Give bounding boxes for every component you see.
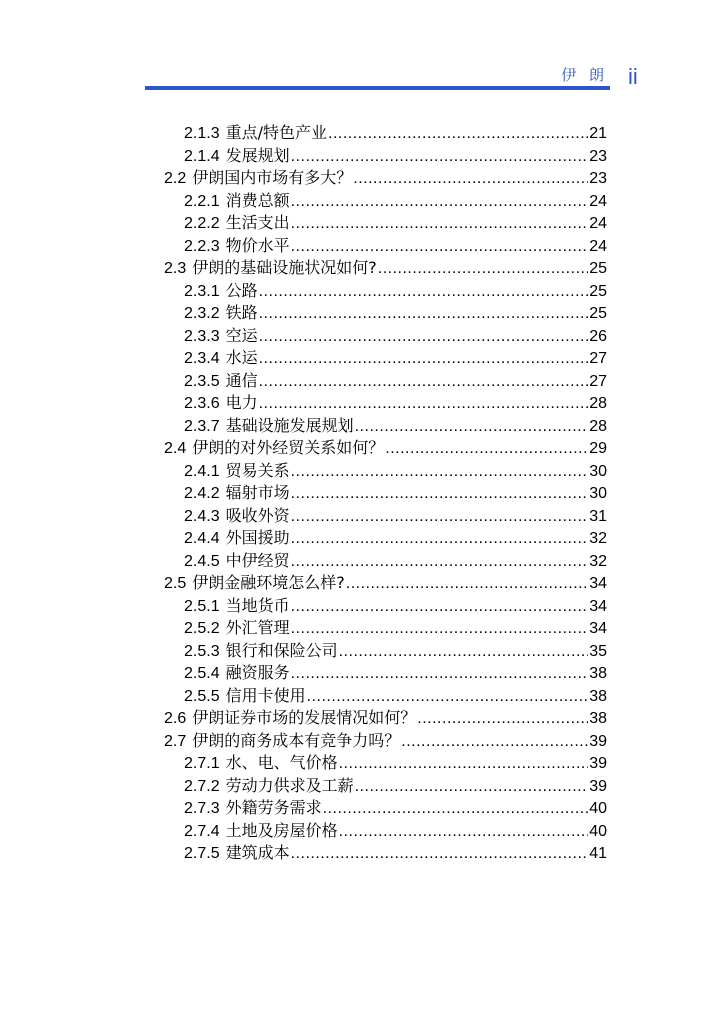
toc-entry[interactable] xyxy=(184,662,607,684)
toc-entry[interactable] xyxy=(184,145,607,167)
toc-dot-leader xyxy=(291,551,589,573)
toc-entry-title: 土地及房屋价格 xyxy=(225,820,338,840)
toc-entry-title: 中伊经贸 xyxy=(225,550,290,570)
toc-entry[interactable] xyxy=(184,595,607,617)
toc-entry-number: 2.2.3 xyxy=(184,237,220,255)
toc-entry-page: 28 xyxy=(589,417,607,435)
toc-entry[interactable] xyxy=(184,505,607,527)
toc-entry-title: 外国援助 xyxy=(225,528,290,547)
toc-entry[interactable] xyxy=(184,460,607,482)
toc-entry-title: 铁路 xyxy=(225,303,258,322)
toc-entry-number: 2.4.4 xyxy=(184,530,220,547)
toc-entry[interactable] xyxy=(184,527,607,549)
toc-entry-page: 21 xyxy=(589,125,607,142)
toc-entry-number: 2.2.2 xyxy=(184,215,220,232)
toc-entry-title: 吸收外资 xyxy=(225,505,290,525)
toc-dot-leader xyxy=(291,663,589,685)
toc-entry-title: 物价水平 xyxy=(225,235,290,255)
toc-entry-page: 38 xyxy=(589,687,607,705)
toc-entry-page: 38 xyxy=(589,665,607,682)
toc-entry-page: 24 xyxy=(589,192,607,210)
toc-entry-title: 伊朗国内市场有多大？ xyxy=(192,168,353,187)
toc-entry[interactable] xyxy=(184,775,607,797)
toc-dot-leader xyxy=(339,821,589,843)
toc-entry[interactable] xyxy=(184,617,607,639)
toc-entry-page: 25 xyxy=(589,282,607,300)
toc-entry[interactable] xyxy=(164,257,607,279)
toc-entry-number: 2.5.4 xyxy=(184,665,220,682)
toc-entry-page: 26 xyxy=(589,327,607,345)
toc-dot-leader xyxy=(339,641,589,663)
toc-entry-title: 伊朗的基础设施状况如何? xyxy=(192,258,377,277)
toc-entry-page: 39 xyxy=(589,755,607,772)
toc-entry-title: 伊朗的商务成本有竞争力吗？ xyxy=(192,730,401,750)
toc-entry-page: 35 xyxy=(589,642,607,660)
toc-entry-number: 2.3.4 xyxy=(184,350,220,367)
toc-entry[interactable] xyxy=(164,437,607,459)
toc-entry-title: 空运 xyxy=(225,325,258,345)
toc-entry-title: 外汇管理 xyxy=(225,618,290,637)
toc-entry-number: 2.3.1 xyxy=(184,282,220,300)
toc-entry-title: 外籍劳务需求 xyxy=(225,798,322,817)
toc-entry-number: 2.7.3 xyxy=(184,800,220,817)
toc-entry[interactable] xyxy=(184,392,607,414)
toc-entry-number: 2.1.3 xyxy=(184,125,220,142)
toc-dot-leader xyxy=(291,461,589,483)
toc-entry-page: 25 xyxy=(589,305,607,322)
toc-entry-title: 公路 xyxy=(225,280,258,300)
toc-entry-title: 水、电、气价格 xyxy=(225,753,338,772)
toc-entry-page: 40 xyxy=(589,822,607,840)
toc-entry-page: 30 xyxy=(589,485,607,502)
toc-dot-leader xyxy=(259,348,589,370)
toc-entry[interactable] xyxy=(164,707,607,729)
toc-entry-title: 通信 xyxy=(225,370,258,390)
toc-entry-number: 2.4.2 xyxy=(184,485,220,502)
toc-entry-number: 2.5 xyxy=(164,575,187,592)
toc-entry-page: 28 xyxy=(589,395,607,412)
toc-entry[interactable] xyxy=(184,325,607,347)
toc-entry-number: 2.7.2 xyxy=(184,777,220,795)
toc-entry-title: 电力 xyxy=(225,393,258,412)
toc-entry-number: 2.2.1 xyxy=(184,192,220,210)
toc-entry[interactable] xyxy=(184,640,607,662)
toc-entry-title: 发展规划 xyxy=(225,145,290,165)
toc-entry[interactable] xyxy=(184,190,607,212)
toc-dot-leader xyxy=(401,731,588,753)
toc-entry-title: 消费总额 xyxy=(225,190,290,210)
toc-entry-number: 2.4.3 xyxy=(184,507,220,525)
toc-entry-page: 34 xyxy=(589,620,607,637)
toc-entry-number: 2.1.4 xyxy=(184,147,220,165)
toc-dot-leader xyxy=(291,213,589,235)
toc-dot-leader xyxy=(339,753,589,775)
toc-dot-leader xyxy=(328,123,588,145)
toc-dot-leader xyxy=(291,596,589,618)
toc-entry-number: 2.7.4 xyxy=(184,822,220,840)
running-header-title: 伊 朗 xyxy=(561,66,608,84)
toc-entry[interactable] xyxy=(184,820,607,842)
toc-entry-title: 融资服务 xyxy=(225,663,290,682)
toc-entry[interactable] xyxy=(164,167,607,189)
toc-entry-number: 2.3.3 xyxy=(184,327,220,345)
toc-entry-page: 27 xyxy=(589,350,607,367)
toc-dot-leader xyxy=(353,168,588,190)
toc-entry-number: 2.5.3 xyxy=(184,642,220,660)
toc-entry-page: 25 xyxy=(589,260,607,277)
toc-dot-leader xyxy=(291,146,589,168)
toc-entry-page: 31 xyxy=(589,507,607,525)
page-number: ii xyxy=(628,64,638,89)
toc-entry-title: 伊朗的对外经贸关系如何？ xyxy=(192,438,385,457)
toc-entry[interactable] xyxy=(184,797,607,819)
toc-entry-title: 信用卡使用 xyxy=(225,685,306,705)
toc-entry-page: 32 xyxy=(589,530,607,547)
toc-entry-page: 39 xyxy=(589,777,607,795)
toc-entry-number: 2.6 xyxy=(164,710,187,727)
toc-entry[interactable] xyxy=(164,572,607,594)
toc-entry[interactable] xyxy=(184,842,607,864)
toc-entry-page: 41 xyxy=(589,845,607,862)
toc-dot-leader xyxy=(378,258,588,280)
toc-dot-leader xyxy=(346,573,588,595)
toc-dot-leader xyxy=(291,843,589,865)
toc-entry-title: 银行和保险公司 xyxy=(225,640,338,660)
toc-entry[interactable] xyxy=(184,550,607,572)
toc-entry-title: 水运 xyxy=(225,348,258,367)
toc-entry-number: 2.3 xyxy=(164,260,187,277)
toc-dot-leader xyxy=(259,281,589,303)
toc-entry-number: 2.2 xyxy=(164,170,187,187)
toc-entry-title: 劳动力供求及工薪 xyxy=(225,775,354,795)
toc-dot-leader xyxy=(291,506,589,528)
toc-dot-leader xyxy=(355,416,589,438)
toc-entry-number: 2.7.5 xyxy=(184,845,220,862)
toc-entry-page: 24 xyxy=(589,237,607,255)
toc-entry-number: 2.5.5 xyxy=(184,687,220,705)
toc-dot-leader xyxy=(291,483,589,505)
toc-entry-number: 2.3.5 xyxy=(184,372,220,390)
toc-entry-title: 生活支出 xyxy=(225,213,290,232)
toc-entry-title: 当地货币 xyxy=(225,595,290,615)
toc-entry-number: 2.7 xyxy=(164,732,187,750)
toc-entry-page: 27 xyxy=(589,372,607,390)
toc-dot-leader xyxy=(291,528,589,550)
toc-entry[interactable] xyxy=(184,280,607,302)
toc-entry-page: 30 xyxy=(589,462,607,480)
toc-entry-title: 重点/特色产业 xyxy=(225,123,327,142)
toc-entry-title: 伊朗证券市场的发展情况如何？ xyxy=(192,708,417,727)
toc-dot-leader xyxy=(291,191,589,213)
toc-dot-leader xyxy=(291,236,589,258)
toc-dot-leader xyxy=(385,438,588,460)
toc-entry-page: 32 xyxy=(589,552,607,570)
toc-entry-number: 2.4.5 xyxy=(184,552,220,570)
toc-entry[interactable] xyxy=(184,235,607,257)
toc-entry-page: 39 xyxy=(589,732,607,750)
toc-entry[interactable] xyxy=(184,212,607,234)
toc-entry-number: 2.3.7 xyxy=(184,417,220,435)
toc-entry[interactable] xyxy=(164,730,607,752)
toc-entry-number: 2.5.1 xyxy=(184,597,220,615)
toc-entry[interactable] xyxy=(184,122,607,144)
toc-entry-page: 23 xyxy=(589,147,607,165)
toc-entry-number: 2.4 xyxy=(164,440,187,457)
toc-dot-leader xyxy=(291,618,589,640)
toc-entry[interactable] xyxy=(184,482,607,504)
toc-entry[interactable] xyxy=(184,415,607,437)
toc-entry-number: 2.7.1 xyxy=(184,755,220,772)
toc-entry-title: 辐射市场 xyxy=(225,483,290,502)
toc-entry-title: 建筑成本 xyxy=(225,843,290,862)
toc-dot-leader xyxy=(259,371,589,393)
toc-entry-page: 34 xyxy=(589,575,607,592)
toc-entry-title: 基础设施发展规划 xyxy=(225,415,354,435)
toc-dot-leader xyxy=(417,708,588,730)
toc-entry-page: 23 xyxy=(589,170,607,187)
toc-entry-number: 2.3.6 xyxy=(184,395,220,412)
toc-dot-leader xyxy=(259,303,589,325)
toc-entry[interactable] xyxy=(184,302,607,324)
toc-entry[interactable] xyxy=(184,685,607,707)
toc-dot-leader xyxy=(323,798,589,820)
toc-entry-title: 贸易关系 xyxy=(225,460,290,480)
toc-dot-leader xyxy=(355,776,589,798)
toc-entry-number: 2.5.2 xyxy=(184,620,220,637)
toc-entry-number: 2.4.1 xyxy=(184,462,220,480)
toc-entry-page: 38 xyxy=(589,710,607,727)
toc-entry[interactable] xyxy=(184,370,607,392)
header-rule xyxy=(145,86,610,90)
toc-entry[interactable] xyxy=(184,752,607,774)
toc-entry-page: 29 xyxy=(589,440,607,457)
toc-entry[interactable] xyxy=(184,347,607,369)
toc-entry-page: 24 xyxy=(589,215,607,232)
toc-entry-page: 34 xyxy=(589,597,607,615)
toc-entry-title: 伊朗金融环境怎么样? xyxy=(192,573,345,592)
toc-entry-page: 40 xyxy=(589,800,607,817)
toc-dot-leader xyxy=(259,393,589,415)
toc-entry-number: 2.3.2 xyxy=(184,305,220,322)
toc-dot-leader xyxy=(307,686,589,708)
toc-dot-leader xyxy=(259,326,589,348)
